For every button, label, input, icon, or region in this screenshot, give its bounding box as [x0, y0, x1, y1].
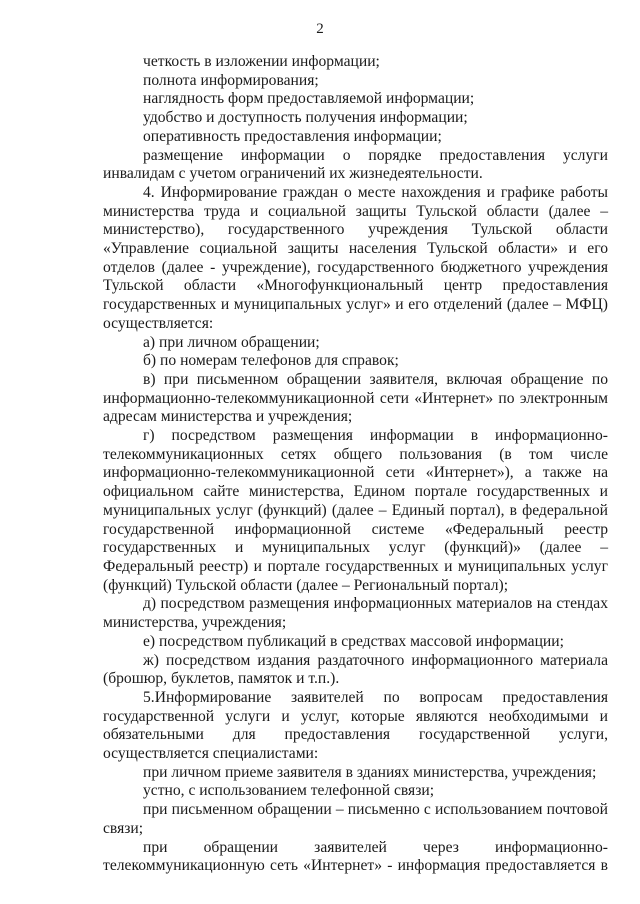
paragraph: при личном приеме заявителя в зданиях министерства, учреждения; — [143, 763, 597, 781]
document-body — [103, 53, 608, 876]
page-number: 2 — [316, 21, 324, 37]
paragraph: размещение информации о порядке предоставления услуги инвалидам с учетом ограничений их жизнедеятельности. — [103, 146, 608, 183]
paragraph: в) при письменном обращении заявителя, включая обращение по информационно-телекоммуникационной сети «Интернет» по электронным адресам министерства и учреждения; — [103, 370, 608, 426]
paragraph: 4. Информирование граждан о месте нахождения и графике работы министерства труда и социальной защиты Тульской области (далее – министерство), государственного учреждения Тульской области «Управление социальной защиты населения Тульской области» и его отделов (далее - учреждение), государственного бюджетного учреждения Тульской области «Многофункциональный центр предоставления государственных и муниципальных услуг» и его отделений (далее – МФЦ) осуществляется: — [103, 183, 608, 332]
paragraph: удобство и доступность получения информации; — [143, 109, 468, 127]
paragraph: е) посредством публикаций в средствах массовой информации; — [143, 632, 564, 650]
paragraph: а) при личном обращении; — [143, 333, 320, 351]
paragraph: оперативность предоставления информации; — [143, 127, 442, 145]
paragraph: д) посредством размещения информационных материалов на стендах министерства, учреждения; — [103, 595, 608, 632]
paragraph: четкость в изложении информации; — [143, 53, 380, 70]
paragraph: 5.Информирование заявителей по вопросам предоставления государственной услуги и услуг, которые являются необходимыми и обязательными для предоставления государственной услуги, осуществляется специалистами: — [103, 688, 608, 763]
paragraph: ж) посредством издания раздаточного информационного материала (брошюр, буклетов, памяток и т.п.). — [103, 651, 608, 688]
paragraph: при письменном обращении – письменно с использованием почтовой связи; — [103, 801, 608, 837]
paragraph: г) посредством размещения информации в информационно-телекоммуникационных сетях общего пользования (в том числе информационно-телекоммуникационной сети «Интернет»), а также на официальном сайте министерства, Едином портале государственных и муниципальных услуг (функций) (далее – Единый портал), в федеральной государственной информационной системе «Федеральный реестр государственных и муниципальных услуг (функций)» (далее – Федеральный реестр) и портале государственных и муниципальных услуг (функций) Тульской области (далее – Региональный портал); — [103, 427, 608, 594]
paragraph: наглядность форм предоставляемой информации; — [143, 90, 475, 108]
paragraph: б) по номерам телефонов для справок; — [143, 352, 399, 370]
paragraph: при обращении заявителей через информационно-телекоммуникационную сеть «Интернет» - информация предоставляется в — [103, 838, 608, 875]
paragraph: устно, с использованием телефонной связи; — [143, 782, 435, 800]
paragraph: полнота информирования; — [143, 71, 319, 89]
